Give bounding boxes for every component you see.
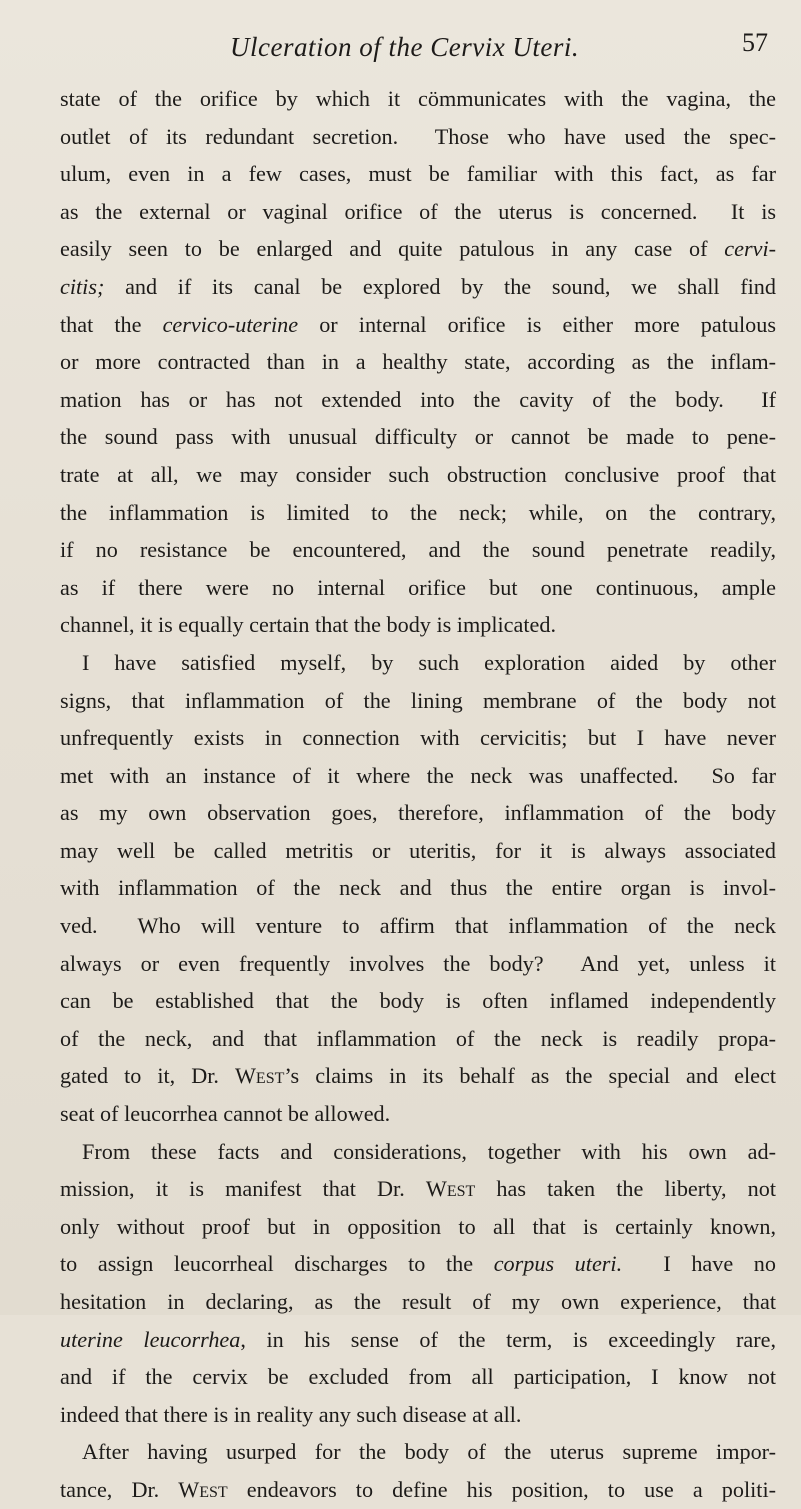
text-line	[60, 1057, 776, 1095]
running-head	[60, 14, 790, 64]
text-line	[60, 381, 776, 419]
text-run: endeavors to define his position, to use a politi-	[227, 1476, 776, 1502]
text-line	[60, 757, 776, 795]
text-run: ved. Who will venture to affirm that inflammation of the neck	[60, 913, 776, 939]
text-run: hesitation in declaring, as the result of my own experience, that	[60, 1289, 776, 1314]
text-line	[60, 1245, 776, 1283]
text-run: I have satisfied myself, by such exploration aided by other	[82, 649, 776, 675]
text-run: I have no	[622, 1251, 776, 1277]
text-run: easily seen to be enlarged and quite patulous in any case of	[60, 236, 725, 262]
text-run: gated to it, Dr.	[60, 1063, 235, 1089]
text-run: the inflammation is limited to the neck; while, on the contrary,	[60, 499, 776, 525]
text-run: may well be called metritis or uteritis, for it is always associated	[60, 837, 776, 863]
text-line	[60, 306, 776, 344]
text-line	[60, 343, 776, 381]
text-run: and if its canal be explored by the sound, we shall find	[104, 273, 776, 299]
text-line	[60, 945, 776, 983]
text-line	[60, 1433, 776, 1471]
text-run: always or even frequently involves the body? And yet, unless it	[60, 950, 776, 976]
text-run: or internal orifice is either more patulous	[298, 311, 776, 337]
text-line	[60, 1170, 776, 1208]
italic-text: citis;	[60, 273, 105, 299]
text-line	[60, 494, 776, 532]
text-run: channel, it is equally certain that the body is implicated.	[60, 612, 556, 638]
text-run: of the neck, and that inflammation of the neck is readily propa-	[60, 1025, 776, 1051]
text-line	[60, 569, 776, 607]
text-run: has taken the liberty, not	[475, 1176, 776, 1202]
text-run: as my own observation goes, therefore, inflammation of the body	[60, 800, 776, 826]
text-line	[60, 1321, 776, 1359]
text-line	[60, 1208, 776, 1246]
text-line	[60, 1095, 776, 1133]
text-run: to assign leucorrheal discharges to the	[60, 1251, 494, 1277]
text-line	[60, 1396, 776, 1434]
italic-text: cervico-uterine	[162, 311, 299, 337]
text-line	[60, 1020, 776, 1058]
text-line	[60, 794, 776, 832]
text-run: can be established that the body is often inflamed independently	[60, 988, 776, 1014]
text-line	[60, 418, 776, 456]
text-run: as the external or vaginal orifice of the uterus is concerned. It is	[60, 198, 776, 224]
small-caps-name: West	[178, 1476, 228, 1502]
text-line	[60, 1358, 776, 1396]
text-line	[60, 832, 776, 870]
text-run: , in his sense of the term, is exceedingly rare,	[240, 1326, 776, 1352]
text-run: unfrequently exists in connection with cervicitis; but I have never	[60, 725, 776, 751]
text-line	[60, 268, 776, 306]
text-run: the sound pass with unusual difficulty or cannot be made to pene-	[60, 424, 776, 450]
text-line	[60, 118, 776, 156]
text-line	[60, 531, 776, 569]
text-run: as if there were no internal orifice but one continuous, ample	[60, 574, 776, 600]
text-run: indeed that there is in reality any such disease at all.	[60, 1401, 522, 1427]
text-line	[60, 155, 776, 193]
running-title: Ulceration of the Cervix Uteri.	[230, 32, 580, 62]
text-run: only without proof but in opposition to all that is certainly known,	[60, 1213, 776, 1239]
small-caps-name: West	[425, 1176, 476, 1202]
text-line	[60, 869, 776, 907]
text-run: tance, Dr.	[60, 1476, 179, 1502]
text-line	[60, 682, 776, 720]
italic-text: cervi-	[724, 236, 776, 262]
italic-text: corpus uteri.	[493, 1251, 623, 1277]
text-run: mission, it is manifest that Dr.	[60, 1176, 426, 1202]
text-run: signs, that inflammation of the lining membrane of the body not	[60, 687, 776, 713]
body-text	[60, 80, 776, 1509]
text-run: After having usurped for the body of the uterus supreme impor-	[82, 1439, 776, 1465]
text-line	[60, 644, 776, 682]
text-run: if no resistance be encountered, and the sound penetrate readily,	[60, 537, 776, 563]
text-line	[60, 1471, 776, 1509]
text-line	[60, 230, 776, 268]
text-line	[60, 456, 776, 494]
text-line	[60, 1133, 776, 1171]
text-run: met with an instance of it where the neck was unaffected. So far	[60, 762, 776, 788]
text-line	[60, 719, 776, 757]
text-run: and if the cervix be excluded from all participation, I know not	[60, 1364, 776, 1390]
italic-text: uterine leucorrhea	[60, 1326, 241, 1352]
text-line	[60, 606, 776, 644]
text-run: seat of leucorrhea cannot be allowed.	[60, 1101, 391, 1127]
text-run: trate at all, we may consider such obstruction conclusive proof that	[60, 461, 776, 487]
text-run: ulum, even in a few cases, must be familiar with this fact, as far	[60, 161, 776, 187]
text-run: state of the orifice by which it cömmunicates with the vagina, the	[60, 86, 776, 111]
text-run: with inflammation of the neck and thus the entire organ is invol-	[60, 875, 776, 901]
page-number: 57	[742, 28, 768, 57]
text-run: that the	[60, 311, 163, 337]
text-run: outlet of its redundant secretion. Those who have used the spec-	[60, 123, 776, 149]
text-line	[60, 80, 776, 118]
text-run: mation has or has not extended into the cavity of the body. If	[60, 386, 776, 412]
text-run: ’s claims in its behalf as the special and elect	[284, 1063, 776, 1089]
text-run: From these facts and considerations, together with his own ad-	[82, 1138, 776, 1164]
text-line	[60, 982, 776, 1020]
text-line	[60, 907, 776, 945]
small-caps-name: West	[234, 1063, 285, 1089]
text-line	[60, 193, 776, 231]
text-run: or more contracted than in a healthy state, according as the inflam-	[60, 349, 776, 375]
